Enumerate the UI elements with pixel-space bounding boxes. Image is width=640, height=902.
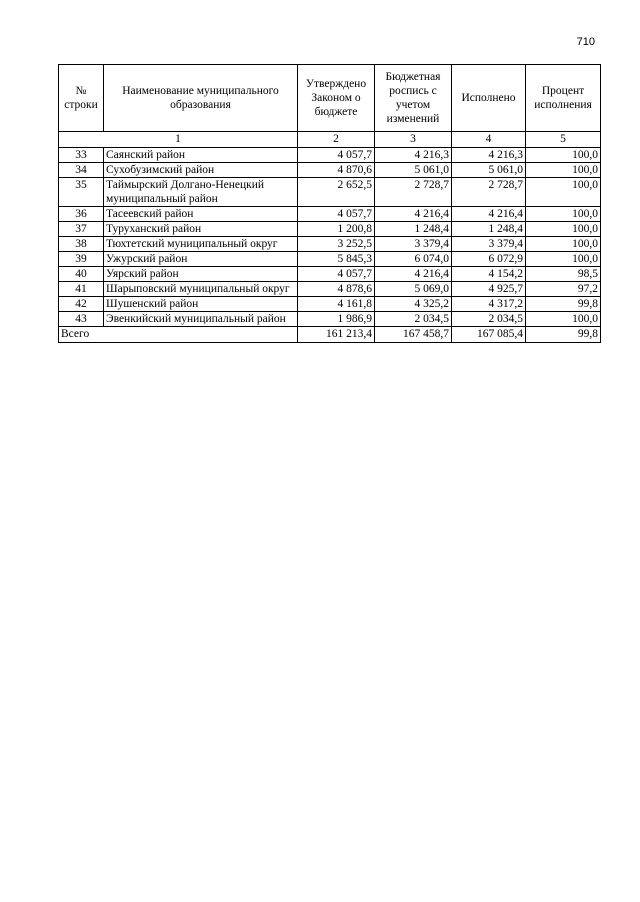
total-row: [59, 327, 601, 343]
percent-value: 100,0: [526, 312, 601, 327]
total-approved: 161 213,4: [298, 327, 375, 343]
approved-value: 1 986,9: [298, 312, 375, 327]
column-numbers-row: [59, 132, 601, 148]
municipality-name: Тюхтетский муниципальный округ: [104, 237, 298, 252]
municipality-name: Туруханский район: [104, 222, 298, 237]
revised-value: 1 248,4: [375, 222, 452, 237]
executed-value: 4 154,2: [452, 267, 526, 282]
revised-value: 5 061,0: [375, 163, 452, 178]
header-revised: Бюджетная роспись с учетом изменений: [375, 65, 452, 132]
approved-value: 3 252,5: [298, 237, 375, 252]
municipality-name: Саянский район: [104, 148, 298, 163]
revised-value: 6 074,0: [375, 252, 452, 267]
row-number: 37: [59, 222, 104, 237]
percent-value: 98,5: [526, 267, 601, 282]
column-number: 5: [526, 132, 601, 148]
header-percent: Процент исполнения: [526, 65, 601, 132]
municipality-name: Таймырский Долгано-Ненецкий муниципальный район: [104, 178, 298, 207]
row-number: 34: [59, 163, 104, 178]
header-approved: Утверждено Законом о бюджете: [298, 65, 375, 132]
approved-value: 1 200,8: [298, 222, 375, 237]
table-row: [59, 282, 601, 297]
revised-value: 4 216,3: [375, 148, 452, 163]
total-executed: 167 085,4: [452, 327, 526, 343]
header-executed: Исполнено: [452, 65, 526, 132]
executed-value: 4 216,3: [452, 148, 526, 163]
table-row: [59, 312, 601, 327]
column-number: 3: [375, 132, 452, 148]
table-row: [59, 297, 601, 312]
executed-value: 4 925,7: [452, 282, 526, 297]
executed-value: 6 072,9: [452, 252, 526, 267]
table-row: [59, 267, 601, 282]
approved-value: 4 870,6: [298, 163, 375, 178]
revised-value: 4 216,4: [375, 207, 452, 222]
column-number: 2: [298, 132, 375, 148]
table-header-row: [59, 65, 601, 132]
row-number: 40: [59, 267, 104, 282]
revised-value: 4 216,4: [375, 267, 452, 282]
table-row: [59, 207, 601, 222]
row-number: 39: [59, 252, 104, 267]
executed-value: 4 317,2: [452, 297, 526, 312]
revised-value: 3 379,4: [375, 237, 452, 252]
municipality-name: Тасеевский район: [104, 207, 298, 222]
column-number: 4: [452, 132, 526, 148]
percent-value: 100,0: [526, 252, 601, 267]
total-revised: 167 458,7: [375, 327, 452, 343]
municipality-name: Шарыповский муниципальный округ: [104, 282, 298, 297]
percent-value: 100,0: [526, 207, 601, 222]
municipality-name: Ужурский район: [104, 252, 298, 267]
row-number: 38: [59, 237, 104, 252]
row-number: 42: [59, 297, 104, 312]
executed-value: 5 061,0: [452, 163, 526, 178]
percent-value: 100,0: [526, 148, 601, 163]
percent-value: 100,0: [526, 178, 601, 207]
approved-value: 4 878,6: [298, 282, 375, 297]
column-number: 1: [59, 132, 298, 148]
percent-value: 100,0: [526, 222, 601, 237]
municipality-name: Сухобузимский район: [104, 163, 298, 178]
approved-value: 2 652,5: [298, 178, 375, 207]
table-row: [59, 237, 601, 252]
percent-value: 100,0: [526, 237, 601, 252]
revised-value: 5 069,0: [375, 282, 452, 297]
table-row: [59, 148, 601, 163]
executed-value: 2 034,5: [452, 312, 526, 327]
row-number: 36: [59, 207, 104, 222]
row-number: 41: [59, 282, 104, 297]
executed-value: 1 248,4: [452, 222, 526, 237]
municipality-name: Шушенский район: [104, 297, 298, 312]
total-percent: 99,8: [526, 327, 601, 343]
percent-value: 97,2: [526, 282, 601, 297]
approved-value: 4 161,8: [298, 297, 375, 312]
percent-value: 99,8: [526, 297, 601, 312]
header-municipality-name: Наименование муниципального образования: [104, 65, 298, 132]
approved-value: 5 845,3: [298, 252, 375, 267]
approved-value: 4 057,7: [298, 148, 375, 163]
revised-value: 2 034,5: [375, 312, 452, 327]
total-label: Всего: [59, 327, 298, 343]
table-row: [59, 178, 601, 207]
budget-execution-table: [58, 64, 601, 343]
percent-value: 100,0: [526, 163, 601, 178]
page-number: 710: [576, 36, 595, 48]
executed-value: 3 379,4: [452, 237, 526, 252]
executed-value: 2 728,7: [452, 178, 526, 207]
row-number: 33: [59, 148, 104, 163]
table-row: [59, 252, 601, 267]
approved-value: 4 057,7: [298, 207, 375, 222]
header-row-number: № строки: [59, 65, 104, 132]
municipality-name: Уярский район: [104, 267, 298, 282]
row-number: 43: [59, 312, 104, 327]
executed-value: 4 216,4: [452, 207, 526, 222]
municipality-name: Эвенкийский муниципальный район: [104, 312, 298, 327]
revised-value: 2 728,7: [375, 178, 452, 207]
table-row: [59, 222, 601, 237]
approved-value: 4 057,7: [298, 267, 375, 282]
revised-value: 4 325,2: [375, 297, 452, 312]
row-number: 35: [59, 178, 104, 207]
table-row: [59, 163, 601, 178]
